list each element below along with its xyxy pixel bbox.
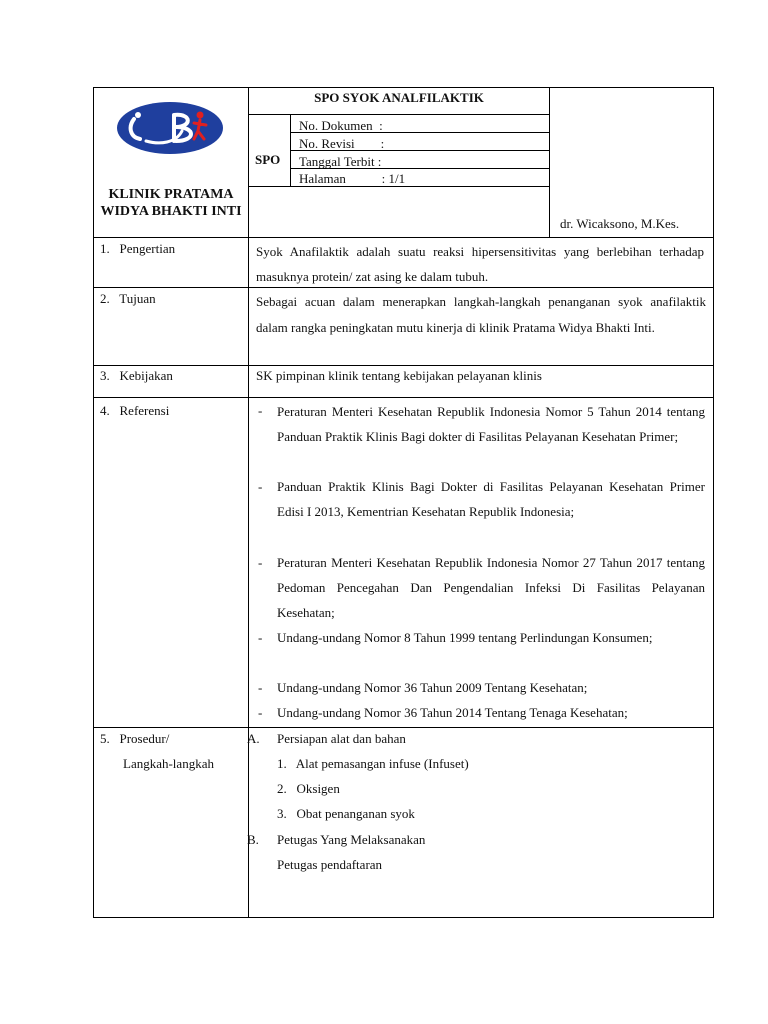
title-underline [248, 114, 550, 115]
section-text-kebijakan: SK pimpinan klinik tentang kebijakan pelayanan klinis [256, 368, 542, 383]
reference-dash: - [258, 555, 263, 570]
procedure-title-b: Petugas Yang Melaksanakan [277, 832, 426, 847]
table-border-bottom [93, 917, 714, 918]
doc-issue-date-row: Tanggal Terbit : [299, 154, 382, 169]
doc-number-row: No. Dokumen : [299, 118, 383, 133]
reference-dash: - [258, 705, 263, 720]
section-label-prosedur-sub: Langkah-langkah [123, 756, 214, 771]
spo-label: SPO [255, 152, 281, 167]
procedure-text-b: Petugas pendaftaran [277, 857, 383, 872]
signatory-name: dr. Wicaksono, M.Kes. [560, 216, 680, 231]
reference-item: Undang-undang Nomor 36 Tahun 2009 Tentang Kesehatan; [277, 680, 588, 695]
section-label-prosedur: 5. Prosedur/ [100, 731, 170, 746]
section-text-tujuan: Sebagai acuan dalam menerapkan langkah-langkah penanganan syok anafilaktik dalam rangka peningkatan mutu kinerja di klinik Pratama Widya Bhakti Inti. [256, 294, 706, 335]
procedure-item: 3. Obat penanganan syok [277, 806, 415, 821]
section-label-kebijakan: 3. Kebijakan [100, 368, 173, 383]
document-title: SPO SYOK ANALFILAKTIK [314, 90, 484, 105]
reference-item: Undang-undang Nomor 36 Tahun 2014 Tentang Tenaga Kesehatan; [277, 705, 628, 720]
row-sep-header [93, 237, 714, 238]
row-sep-4 [93, 727, 714, 728]
table-border-right [713, 87, 714, 918]
section-label-pengertian: 1. Pengertian [100, 241, 176, 256]
table-border-top [93, 87, 714, 88]
procedure-marker-a: A. [247, 731, 260, 746]
section-label-referensi: 4. Referensi [100, 403, 170, 418]
row-sep-3 [93, 397, 714, 398]
table-border-left [93, 87, 94, 918]
reference-dash: - [258, 403, 263, 418]
clinic-logo [116, 101, 224, 155]
doc-revision-row: No. Revisi : [299, 136, 385, 151]
header-divider-1 [248, 87, 249, 918]
procedure-title-a: Persiapan alat dan bahan [277, 731, 406, 746]
doc-page-row: Halaman : 1/1 [299, 171, 406, 186]
clinic-name: KLINIK PRATAMA WIDYA BHAKTI INTI [100, 187, 242, 219]
row-sep-2 [93, 365, 714, 366]
reference-dash: - [258, 479, 263, 494]
header-divider-2 [549, 87, 550, 237]
section-label-tujuan: 2. Tujuan [100, 291, 156, 306]
procedure-item: 1. Alat pemasangan infuse (Infuset) [277, 756, 469, 771]
reference-item: Undang-undang Nomor 8 Tahun 1999 tentang Perlindungan Konsumen; [277, 630, 653, 645]
reference-dash: - [258, 680, 263, 695]
reference-item: Peraturan Menteri Kesehatan Republik Indonesia Nomor 5 Tahun 2014 tentang Panduan Praktik Klinis Bagi dokter di Fasilitas Pelayanan Kesehatan Primer; [277, 404, 705, 444]
reference-item: Peraturan Menteri Kesehatan Republik Indonesia Nomor 27 Tahun 2017 tentang Pedoman Pencegahan Dan Pengendalian Infeksi Di Fasilitas Pelayanan Kesehatan; [277, 555, 705, 620]
reference-dash: - [258, 630, 263, 645]
procedure-marker-b: B. [247, 832, 259, 847]
procedure-item: 2. Oksigen [277, 781, 340, 796]
section-text-pengertian: Syok Anafilaktik adalah suatu reaksi hipersensitivitas yang berlebihan terhadap masuknya protein/ zat asing ke dalam tubuh. [256, 244, 704, 284]
reference-item: Panduan Praktik Klinis Bagi Dokter di Fasilitas Pelayanan Kesehatan Primer Edisi I 2013, Kementrian Kesehatan Republik Indonesia; [277, 479, 705, 519]
